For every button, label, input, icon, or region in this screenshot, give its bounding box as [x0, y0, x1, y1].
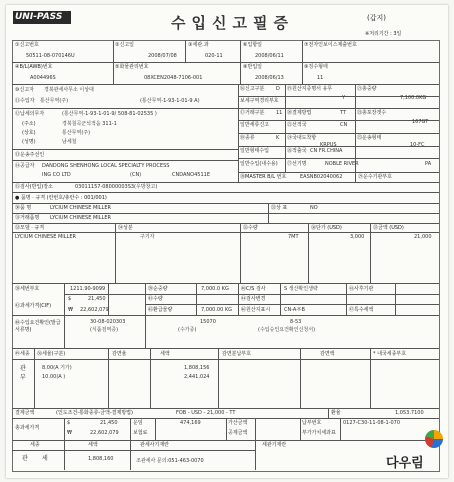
name-label: (성명) [22, 139, 36, 145]
kind-label: ⑱종류 [240, 135, 255, 141]
quantity-label: ㉟수량 [243, 225, 258, 231]
duty-amount-header: 세액 [160, 351, 170, 357]
kind-value: K [276, 135, 280, 141]
settlement-label: 결제금액 [15, 410, 35, 416]
transport-type-value: 10-FC [410, 142, 425, 148]
added-amount-label: 가산금액 [228, 420, 248, 426]
export-country-label: ㉖적출국 [287, 148, 307, 154]
trade-name-label: ㉛거래품명 [15, 215, 40, 221]
duty-row-2-type: 부 [20, 374, 26, 381]
tax-type-label: 세종 [30, 442, 40, 448]
customs-office-label: ③세관.과 [188, 42, 209, 48]
collection-type-value: 11 [317, 75, 324, 81]
quantity-value: 7MT [288, 234, 299, 240]
broker-entry-label: 관세사기재란 [140, 442, 169, 448]
carrier-code-label: ㉙운수기관부호 [358, 174, 392, 180]
supplier-code: CNDANO4511E [172, 172, 210, 178]
broker-phone: 조관세사 문의:051-463-0070 [136, 458, 204, 464]
transport-type-label: ㉕운송형태 [357, 135, 382, 141]
address-value: 경북칠곡군석적읍 311-1 [62, 121, 117, 127]
bonded-area-label: 보세구역경리부호 [240, 98, 279, 104]
inspection-change-label: ㊹검사변경 [241, 296, 266, 302]
trade-type-label: ⑰거래구분 [240, 110, 265, 116]
logo-text: UNI-PASS [15, 12, 63, 22]
taxable-usd-value: 21,450 [88, 296, 106, 302]
trade-type-value: 11 [276, 110, 283, 116]
supplier-value: DANDONG SHENHONG LOCAL SPECIALTY PROCESS [42, 163, 170, 169]
declaration-type-value: D [276, 86, 280, 92]
cs-check-label: ㊵C/S 검사 [241, 286, 266, 292]
payment-number-label: 납부번호 [302, 420, 322, 426]
package-count-label: ㉓총포장갯수 [357, 110, 387, 116]
taxable-krw-symbol: ₩ [68, 307, 73, 313]
name-value: 남세철 [62, 139, 77, 145]
copy-type-label: (갑지) [367, 14, 386, 22]
einvoice-label: ⑦전자인보이스제출번호 [304, 42, 357, 48]
customs-tax-type-2: 세 [42, 455, 48, 462]
duty-row-2-rate: 10.00(A ) [42, 374, 66, 380]
req-doc-2: 15070 [200, 319, 216, 325]
refund-weight-label: ㊺환급물량 [148, 307, 173, 313]
declaration-number-value: 50511-08-070146U [26, 53, 75, 59]
refund-weight-value: 7,000.00 KG [201, 307, 233, 313]
payment-number-value: 0127-C30-11-08-1-070 [343, 420, 401, 426]
master-bl-value: EASNB02040062 [300, 174, 343, 180]
brand-value: NO [310, 205, 318, 211]
general-tax-label: 일반세류신고 [240, 122, 269, 128]
taxpayer-code: (통산무역-1-93-1-01-9/ 508-81-02535 ) [62, 111, 157, 117]
gross-weight-label: ㉑총중량 [357, 86, 377, 92]
customs-tax-type: 관 [22, 455, 28, 462]
payment-method-value: TT [340, 110, 347, 116]
unit-price-value: 3,000 [350, 234, 365, 240]
package-count-value: 167GT [412, 119, 429, 125]
post-agency-label: ㊶사후기관 [349, 286, 374, 292]
master-bl-label: ㉘MASTER B/L 번호 [240, 174, 287, 180]
daurim-logo-icon [425, 430, 443, 448]
vessel-value: NOBLE RIVER [325, 161, 359, 167]
importer-code: (통산무역-1-93-1-01-9 A) [140, 98, 200, 104]
total-usd-value: 21,450 [100, 420, 118, 426]
freight-value: 474,169 [180, 420, 201, 426]
customs-entry-label: 세관기재란 [262, 442, 287, 448]
domestic-tax-code-header: * 내국세종부호 [373, 351, 407, 357]
cargo-mgmt-value: 08XCEN2048-7106-001 [144, 75, 203, 81]
duty-row-2-amount: 2,441,024 [184, 374, 210, 380]
declarant-value: 경북관세사무소 이상대 [44, 87, 94, 93]
bl-number-value: A004496S [30, 75, 56, 81]
importer-label: ⑪수입자 [15, 98, 35, 104]
unit-price-label: ㊱단가 (USD) [311, 225, 342, 231]
duty-reduction-header: 감면액 [320, 351, 335, 357]
declaration-date-value: 2008/07/08 [148, 53, 177, 59]
collection-type-label: ⑨징수형태 [304, 64, 328, 70]
origin-cert-value: Y [342, 95, 346, 101]
company-value: 통산무역(주) [62, 130, 91, 136]
declaration-number-label: ①신고번호 [15, 42, 39, 48]
cargo-mgmt-label: ⑤화물관리번호 [115, 64, 149, 70]
total-krw-symbol: ₩ [67, 430, 72, 436]
exchange-rate-label: 환율 [331, 410, 341, 416]
amount-label: ㊲금액 (USD) [373, 225, 404, 231]
taxable-krw-value: 22,602,079 [80, 307, 109, 313]
duty-row-1-amount: 1,808,156 [184, 365, 210, 371]
item-qty-label: ㊸수량 [148, 296, 163, 302]
gross-weight-value: 7,100.0KG [400, 95, 427, 101]
supplier-country: (CN) [130, 172, 142, 178]
product-name-value: LYCIUM CHINESE MILLER [50, 205, 111, 211]
duty-row-1-rate: 8.00(A 기가) [42, 365, 72, 371]
supplier-value-2: ING CO LTD [42, 172, 71, 178]
carry-in-date-label: ⑧반입일 [243, 64, 262, 70]
settlement-value: FOB - USD - 21,000 - TT [176, 410, 236, 416]
req-doc-3-name: (수입승인요건확인신청서) [258, 327, 316, 333]
inspection-place-value: 03011157-08000003S3(우방창고) [75, 184, 158, 190]
product-name-label: ㉚품 명 [15, 205, 32, 211]
total-usd-symbol: $ [67, 420, 71, 426]
shipping-country-value: CN [340, 122, 348, 128]
supplier-label: ⑭공급자 [15, 163, 35, 169]
duty-type-header: ㊾세종 [15, 351, 30, 357]
taxable-price-label: ㊷과세가격(CIF) [15, 303, 52, 309]
vat-base-label: 부가가치세과표 [302, 430, 336, 436]
declarant-label: ⑩신고자 [15, 87, 34, 93]
import-requirement-label: ㊽수입요건확인(발급서류명) [15, 320, 61, 333]
vessel-label: ㉗선기명 [287, 161, 307, 167]
duty-installment-header: 감면분납부호 [222, 351, 251, 357]
freight-label: 운임 [133, 420, 143, 426]
model-spec-label: ㉝모델 · 규격 [15, 225, 45, 231]
vessel-flag: PA [425, 161, 432, 167]
origin-mark-label: ㊻원산지표시 [241, 307, 271, 313]
req-doc-1-name: (식품검역증) [90, 327, 119, 333]
taxpayer-label: ⑫납세의무자 [15, 111, 45, 117]
duty-row-1-type: 관 [20, 365, 26, 372]
special-tax-label: ㊼특수세액 [349, 307, 374, 313]
arrival-date-value: 2008/06/11 [255, 53, 284, 59]
carry-in-date-value: 2008/06/13 [255, 75, 284, 81]
declaration-date-label: ②신고일 [115, 42, 134, 48]
arrival-port-label: ㉔국내도착항 [287, 135, 317, 141]
taxable-usd-symbol: $ [68, 296, 72, 302]
origin-mark-value: CN-A-Y-B [284, 307, 305, 313]
document-title: 수입신고필증 [171, 14, 294, 32]
req-doc-3: 8-53 [290, 319, 302, 325]
processing-period-label: ※처리기간 : 3일 [365, 31, 402, 37]
cs-check-value: S 생산확인생략 [284, 286, 318, 292]
settlement-desc: (인도조건-통화종류-금액-결제방법) [56, 410, 133, 416]
export-country-value: CN FR.CHINA [310, 148, 343, 154]
inspection-place-label: ⑮검사(반입)장소 [15, 184, 53, 190]
deduction-label: 공제금액 [228, 430, 248, 436]
unipass-logo [13, 11, 71, 24]
duty-reduction-rate-header: 감면율 [112, 351, 127, 357]
arrival-date-label: ⑥입항일 [243, 42, 262, 48]
amount-value: 21,000 [414, 234, 432, 240]
total-taxable-label: 총과세가격 [15, 425, 40, 431]
trade-name-value: LYCIUM CHINESE MILLER [50, 215, 111, 221]
customs-office-value: 020-11 [205, 53, 223, 59]
model-spec-value: LYCIUM CHINESE MILLER [15, 234, 76, 240]
component-label: ㉞성분 [118, 225, 133, 231]
req-doc-2-name: (수가증) [178, 327, 197, 333]
net-weight-value: 7,000.0 KG [201, 286, 229, 292]
company-label: (상호) [22, 130, 36, 136]
customs-tax-amount: 1,808,160 [88, 456, 114, 462]
daurim-watermark: 다우림 [386, 456, 424, 471]
tax-amount-label: 세액 [88, 442, 98, 448]
req-doc-1: 30-08-020303 [90, 319, 126, 325]
address-label: (주소) [22, 121, 36, 127]
total-krw-value: 22,602,079 [90, 430, 119, 436]
forwarder-label: ⑬운송주선인 [15, 152, 45, 158]
brand-label: ㉜상 표 [271, 205, 288, 211]
insurance-label: 보험료 [133, 430, 148, 436]
import-form-label: 일반형태수입 [240, 148, 269, 154]
declaration-type-label: ⑯신고구분 [240, 86, 265, 92]
hs-code-label: ㊳세번부호 [15, 286, 40, 292]
arrival-port-value: KRPUS [320, 142, 337, 148]
hs-code-value: 1211.90-9099 [70, 286, 106, 292]
importer-value: 통산무역(주) [40, 98, 69, 104]
shipping-country-label: ㉒선적국 [287, 122, 307, 128]
bl-number-label: ④B/L(AWB)번호 [15, 64, 53, 70]
net-weight-label: ㊴순중량 [148, 286, 168, 292]
component-value: 구기자 [140, 234, 155, 240]
origin-cert-label: ⑲원산지증명서 유무 [287, 86, 333, 92]
payment-method-label: ⑳결제방법 [287, 110, 312, 116]
duty-rate-header: ㊿세율(구분) [37, 351, 66, 357]
item-section-header: ● 품명 · 규격 (란번호/총란수 : 001/001) [15, 195, 107, 201]
domestic-label: 일반수입(내수용) [240, 161, 278, 167]
exchange-rate-value: 1,053.7100 [395, 410, 424, 416]
